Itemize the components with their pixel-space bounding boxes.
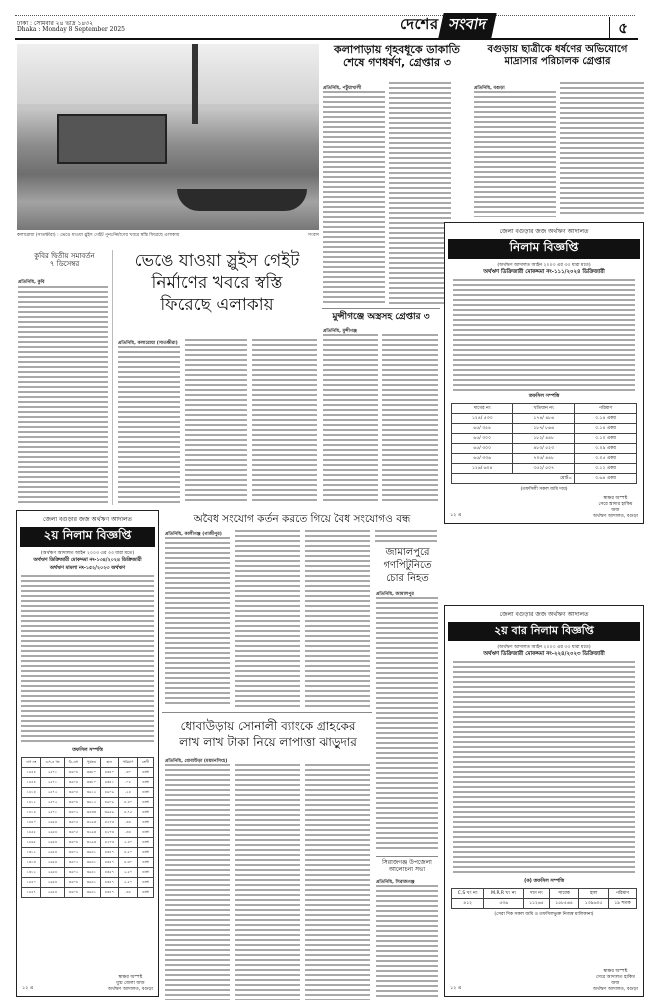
- table-cell: ডাঙ্গা: [138, 878, 153, 888]
- table-cell: ৬৫/ ৩৫৪: [451, 424, 513, 434]
- table-row: [22, 778, 154, 788]
- notice-1-court: জেলা বগুড়ার জজ অর্থঋণ আদালত: [499, 228, 589, 235]
- sonali-byline: প্রতিনিধি, ধোবাউড়া (ময়মনসিংহ): [165, 759, 228, 764]
- notice-1-law: (অর্থঋণ আদালত আইন ২০০৩ এর ৩৩ ধারা মতে): [497, 263, 591, 268]
- table-cell: ৩৬৫৯: [100, 808, 118, 818]
- photo-gate: [57, 114, 167, 164]
- table-cell: ১৩৯৬০৫: [579, 899, 609, 909]
- table-cell: ২৬৫৪: [41, 828, 65, 838]
- sluice-column-3: [252, 339, 317, 504]
- table-row: [22, 768, 154, 778]
- sonali-headline-line-1: ধোবাউড়ায় সোনালী ব্যাংকে গ্রাহকের: [180, 719, 356, 733]
- notice-2-case: অর্থঋণ ডিক্রিজারী মোকদ্দমা নং-১৩৪/২০২৪ ডিক্রিজারী: [33, 558, 142, 563]
- signer-line: জজ: [611, 981, 620, 986]
- table-cell: ৪.৪০: [118, 798, 138, 808]
- table-cell: ১৪৫৪: [22, 778, 41, 788]
- table-cell: ১৪৬৫: [22, 838, 41, 848]
- table-cell: ডাঙ্গা: [138, 768, 153, 778]
- notice-1-title: নিলাম বিজ্ঞপ্তি: [448, 239, 640, 259]
- table-cell: ডাঙ্গা: [138, 828, 153, 838]
- table-cell: ৩৬৪১: [82, 888, 100, 898]
- notice-3-table: [451, 888, 637, 909]
- auction-notice-1: [444, 222, 644, 524]
- table-header-cell: পরিমাণ: [608, 889, 636, 899]
- munshiganj-column-1: [323, 334, 378, 504]
- gas-column-1: [165, 537, 230, 707]
- table-cell: ৪২৭৩: [100, 828, 118, 838]
- table-cell: ২৫৭১: [41, 808, 65, 818]
- section-rule: [162, 712, 372, 713]
- table-cell: ৩৬৪১: [82, 878, 100, 888]
- sirajganj-byline: প্রতিনিধি, সিরাজগঞ্জ: [376, 880, 415, 885]
- table-cell: ১৪৫৪: [22, 768, 41, 778]
- table-cell: ৪.৩০: [118, 858, 138, 868]
- notice-3-court: জেলা বগুড়ার জজ অর্থঋণ আদালত: [499, 611, 589, 618]
- table-cell: ১৮২/ ৪৪৮: [513, 434, 575, 444]
- table-cell: ৪৩৪০: [100, 768, 118, 778]
- signer-line: যুগ্ম জেলা জজ: [116, 981, 145, 986]
- sluice-column-2: [185, 339, 247, 504]
- table-row: [22, 818, 154, 828]
- table-cell: ২৬৫৪: [41, 848, 65, 858]
- table-cell: ২৫৭১: [41, 768, 65, 778]
- notice-2-signature: [108, 975, 153, 993]
- notice-1-signature: [593, 496, 638, 520]
- table-cell: ৩৬০৪: [64, 788, 82, 798]
- kolapara-column-2: [389, 82, 451, 304]
- notice-3-title: ২য় বার নিলাম বিজ্ঞপ্তি: [448, 622, 640, 641]
- table-header-cell: দাগের নং: [451, 404, 513, 414]
- table-row: [22, 788, 154, 798]
- table-row: [22, 888, 154, 898]
- table-cell: ১৮৭/ ৮৬৬: [513, 424, 575, 434]
- kubi-headline-line-1: কুবির দ্বিতীয় সমাবর্তন: [34, 252, 95, 260]
- total-label: মোট=: [451, 474, 574, 484]
- munshiganj-byline: প্রতিনিধি, মুন্সীগঞ্জ: [323, 329, 357, 334]
- table-cell: .৩৪: [118, 828, 138, 838]
- table-cell: ১২৪/ ৫৩৩: [451, 414, 513, 424]
- table-cell: ডাঙ্গা: [138, 838, 153, 848]
- table-cell: ২৬৫৪: [41, 838, 65, 848]
- table-cell: ৪৮০/ ৫২৩: [513, 444, 575, 454]
- section-logo-word-1: দেশের: [400, 15, 439, 33]
- notice-3-law: (অর্থঋণ আদালত আইন ২০০৩ এর ৩৩ ধারা মতে): [497, 645, 591, 650]
- table-cell: ২৬৫৪: [41, 888, 65, 898]
- munshiganj-headline: মুন্সীগঞ্জে অস্ত্রসহ গ্রেপ্তার ৩: [332, 312, 430, 322]
- gas-column-4: [375, 530, 437, 545]
- jamalpur-column: [376, 597, 438, 852]
- table-cell: ১৪১৪: [22, 808, 41, 818]
- table-cell: ৩৬০৪: [64, 888, 82, 898]
- table-cell: ৪১২: [451, 899, 484, 909]
- table-header-cell: হাল: [579, 889, 609, 899]
- kolapara-headline-line-2: শেষে গণধর্ষণ, গ্রেপ্তার ৩: [342, 55, 451, 69]
- table-row: [22, 868, 154, 878]
- sluice-column-1: [118, 346, 180, 504]
- table-cell: ডাঙ্গা: [138, 788, 153, 798]
- table-cell: ৩২৯৩: [82, 828, 100, 838]
- jamalpur-headline: [375, 546, 440, 585]
- table-cell: ১৪৪০: [22, 818, 41, 828]
- table-cell: ১৪১৪: [22, 788, 41, 798]
- sirajganj-headline: [374, 860, 440, 874]
- table-header-cell: এস.এ খং: [41, 758, 65, 768]
- sonali-headline-line-2: লাখ লাখ টাকা নিয়ে লাপাত্তা ঝাড়ুদার: [179, 735, 357, 749]
- table-cell: ১৪৫৭: [22, 888, 41, 898]
- signer-line: অর্থঋণ আদালত, বগুড়া: [592, 987, 638, 992]
- sluice-byline: প্রতিনিধি, কলারোয়া (সাতক্ষীরা): [118, 341, 178, 346]
- photo-credit: সংবাদ: [307, 233, 319, 238]
- notice-3-footer: [445, 966, 643, 996]
- section-rule: [322, 308, 440, 309]
- table-cell: ১৩১৩: [22, 858, 41, 868]
- table-total-row: [451, 474, 636, 484]
- table-cell: ২৬৫৪: [41, 878, 65, 888]
- notice-2-table: [21, 757, 154, 898]
- notice-2-law: (অর্থঋণ আদালত আইন ২০০৩ এর ৩৩ ধারা মতে): [40, 551, 135, 556]
- table-cell: ৩৫৩৩: [82, 808, 100, 818]
- table-cell: ৩৬০২: [64, 858, 82, 868]
- table-cell: ৩৬০৪: [64, 778, 82, 788]
- signer-line: অর্থঋণ আদালত, বগুড়া: [592, 514, 638, 519]
- gas-column-2: [235, 530, 300, 707]
- table-cell: ২৫৭২: [41, 788, 65, 798]
- table-header-cell: পরিমাণ: [118, 758, 138, 768]
- table-cell: ১৩১২: [22, 868, 41, 878]
- kubi-byline: প্রতিনিধি, কুবি: [18, 280, 45, 285]
- table-cell: ৪৩৫৭: [100, 878, 118, 888]
- page-number: ৫: [609, 17, 628, 39]
- table-header-cell: বি.এস: [64, 758, 82, 768]
- table-cell: ৩৬৪১: [82, 868, 100, 878]
- table-cell: ৬৫/ ৩০০: [451, 434, 513, 444]
- jamalpur-headline-line-3: চোর নিহত: [386, 573, 429, 584]
- table-cell: .৩৫: [118, 888, 138, 898]
- notice-1-body: [453, 279, 635, 391]
- table-cell: ০.১০ একর: [575, 434, 637, 444]
- gas-headline: অবৈধ সংযোগ কর্তন করতে গিয়ে বৈধ সংযোগও বন্ধ: [193, 513, 411, 525]
- table-header-cell: দাগ নং: [22, 758, 41, 768]
- auction-notice-3: [444, 605, 644, 997]
- table-cell: ৪৩৫৭: [100, 858, 118, 868]
- notice-3-schedule-title: (ক) তফসিল সম্পত্তি: [524, 879, 564, 884]
- sonali-column-3: [305, 764, 370, 1000]
- table-row: [22, 828, 154, 838]
- table-cell: ৩৬০৪: [64, 838, 82, 848]
- table-cell: ৩৬০৫: [64, 828, 82, 838]
- table-cell: ৩৩৮০: [82, 778, 100, 788]
- table-cell: ডাঙ্গা: [138, 888, 153, 898]
- table-cell: ৩৫২/ ৫০৭: [513, 464, 575, 474]
- table-row: [451, 424, 636, 434]
- table-cell: ২৫৭২: [41, 798, 65, 808]
- sirajganj-headline-line-2: আলোচনা সভা: [388, 865, 426, 873]
- jamalpur-headline-line-2: গণপিটুনিতে: [383, 560, 432, 571]
- notice-3-signature: [593, 969, 638, 993]
- table-cell: ২৫৭১: [41, 778, 65, 788]
- table-cell: ডাঙ্গা: [138, 778, 153, 788]
- table-row: [22, 878, 154, 888]
- table-cell: ৩৬৪১: [82, 858, 100, 868]
- table-cell: ২.৫০: [118, 868, 138, 878]
- table-cell: ৪২৭৩: [100, 838, 118, 848]
- signer-line: সেরে স্তাদার হাকিম: [598, 502, 633, 507]
- auction-notice-2: [16, 510, 159, 997]
- table-cell: ৪৬০৯: [100, 798, 118, 808]
- table-cell: ৩৬০২: [64, 868, 82, 878]
- table-cell: ৪.৫০: [118, 848, 138, 858]
- table-cell: ০.১৪ একর: [575, 424, 637, 434]
- table-cell: ডাঙ্গা: [138, 818, 153, 828]
- notice-3-case: অর্থঋণ ডিক্রিজারী মোকদ্দমা নং-২২৪/২০২৩ ডিক্রিজারী: [483, 651, 605, 657]
- table-cell: ৪৩৫৭: [100, 888, 118, 898]
- table-cell: ৩৬০২: [64, 808, 82, 818]
- signer-line: জজ: [611, 508, 620, 513]
- sluice-headline-line-2: নির্মাণের খবরে স্বস্তি: [151, 273, 283, 293]
- table-cell: ডাঙ্গা: [138, 798, 153, 808]
- table-header-cell: পরিমাণ: [575, 404, 637, 414]
- signer-line: স্বাক্ষর অস্পষ্ট: [603, 969, 628, 974]
- table-cell: ৩৬০৫: [64, 818, 82, 828]
- total-value: ০.৬৪ একর: [575, 474, 637, 484]
- notice-2-court: জেলা বগুড়ার জজ অর্থঋণ আদালত: [43, 516, 132, 523]
- notice-3-body: [453, 661, 635, 876]
- table-row: [451, 414, 636, 424]
- table-cell: ২.৪০: [118, 838, 138, 848]
- table-cell: ২৬৫৪: [41, 818, 65, 828]
- table-cell: ডাঙ্গা: [138, 858, 153, 868]
- table-cell: .৩৪: [118, 818, 138, 828]
- jamalpur-byline: প্রতিনিধি, জামালপুর: [376, 592, 414, 597]
- bogura-headline-line-1: বগুড়ায় ছাত্রীকে ধর্ষণের অভিযোগে: [487, 44, 628, 55]
- bogura-column-1: [474, 91, 556, 217]
- notice-2-footer: [17, 972, 158, 996]
- sluice-gate-photo: [17, 44, 319, 230]
- bogura-byline: প্রতিনিধি, বগুড়া: [474, 86, 505, 91]
- table-cell: ৬৫/ ৩৩৬: [451, 454, 513, 464]
- photo-tower: [192, 44, 198, 124]
- table-cell: ১৪১২: [22, 798, 41, 808]
- date-bengali: ঢাকা : সোমবার ২৪ ভাদ্র ১৪৩২: [17, 20, 94, 27]
- table-cell: ৩৬০৪: [64, 798, 82, 808]
- bogura-column-2: [560, 82, 644, 217]
- table-cell: ৩৬০৪: [64, 768, 82, 778]
- notice-1-code: ১২ এ: [450, 513, 462, 518]
- notice-2-body: [21, 575, 154, 745]
- kolapara-headline: [322, 44, 472, 69]
- section-logo: [400, 16, 494, 38]
- table-row: [451, 464, 636, 474]
- table-cell: ৫৩৬: [484, 899, 524, 909]
- notice-2-title: ২য় নিলাম বিজ্ঞপ্তি: [20, 527, 155, 547]
- table-cell: ০.০৯ একর: [575, 444, 637, 454]
- table-cell: ২.৫০: [118, 878, 138, 888]
- sirajganj-column: [376, 885, 438, 1000]
- table-row: [22, 808, 154, 818]
- table-cell: ডাঙ্গা: [138, 868, 153, 878]
- table-cell: ৩৬১২: [82, 788, 100, 798]
- signer-line: স্বাক্ষর অস্পষ্ট: [118, 975, 143, 980]
- sirajganj-headline-line-1: সিরাজগঞ্জ উপজেলা: [382, 859, 432, 866]
- table-cell: ২৬৫৪: [41, 858, 65, 868]
- table-cell: ১৪৫৫: [22, 828, 41, 838]
- kubi-column: [18, 286, 108, 504]
- kolapara-column-1: [323, 91, 385, 304]
- table-row: [22, 838, 154, 848]
- table-row: [451, 454, 636, 464]
- table-header-cell: খতিয়ান নং: [513, 404, 575, 414]
- table-cell: ১২৬/ ৬০৪: [451, 464, 513, 474]
- table-header-cell: হাল: [100, 758, 118, 768]
- table-cell: .২৪: [118, 788, 138, 798]
- table-row: [451, 899, 636, 909]
- table-cell: ১৫৮৫৬৪: [549, 899, 579, 909]
- table-row: [22, 848, 154, 858]
- date-english: Dhaka : Monday 8 September 2025: [17, 26, 125, 33]
- sluice-headline: [112, 250, 322, 316]
- table-cell: ৩৬৪১: [82, 848, 100, 858]
- table-cell: .০৫: [118, 778, 138, 788]
- notice-2-schedule-title: তফসিল সম্পত্তি: [72, 748, 103, 753]
- table-cell: ০.১৪ একর: [575, 414, 637, 424]
- notice-2-case-2: অর্থঋণ মামলা নং-১৫২/২০২৩ অর্থঋণ: [49, 566, 126, 571]
- table-cell: ২৬৫৪: [41, 868, 65, 878]
- table-cell: ৩৬১২: [82, 798, 100, 808]
- table-header-cell: C.S খং নং: [451, 889, 484, 899]
- sluice-headline-line-3: ফিরেছে এলাকায়: [160, 295, 274, 315]
- table-cell: ১৩১২: [22, 848, 41, 858]
- table-header-cell: সাবেক: [549, 889, 579, 899]
- table-cell: ৭০৫/ ৪৪৮: [513, 454, 575, 464]
- masthead: [15, 16, 638, 40]
- signer-line: স্বাক্ষর অস্পষ্ট: [603, 496, 628, 501]
- table-row: [22, 798, 154, 808]
- notice-1-case: অর্থঋণ ডিক্রিজারী মোকদ্দমা নং-১১১/২০২৪ ডিক্রিজারী: [483, 269, 605, 275]
- notice-1-schedule-title: তফসিল সম্পত্তি: [528, 394, 560, 399]
- gas-column-3: [305, 530, 370, 707]
- table-cell: ০.১২ একর: [575, 464, 637, 474]
- sonali-headline: [162, 718, 374, 750]
- table-cell: ডাঙ্গা: [138, 848, 153, 858]
- table-cell: .৩০: [118, 768, 138, 778]
- table-cell: ৩৩৮০: [82, 768, 100, 778]
- table-row: [451, 434, 636, 444]
- notice-2-code: ১২ এ: [22, 986, 34, 991]
- section-rule: [376, 856, 438, 857]
- signer-line: অর্থঋণ আদালত, বগুড়া: [107, 987, 153, 992]
- table-cell: ১৯ শতক: [608, 899, 636, 909]
- table-header-cell: শ্রেণী: [138, 758, 153, 768]
- section-logo-word-2: সংবাদ: [438, 13, 496, 38]
- kolapara-headline-line-1: কলাপাড়ায় গৃহবধূকে ডাকাতি: [334, 43, 460, 56]
- table-cell: ০.০৫ একর: [575, 454, 637, 464]
- kubi-headline: [17, 252, 112, 268]
- table-cell: ৩৬০২: [64, 848, 82, 858]
- table-cell: ৩২৯৩: [82, 838, 100, 848]
- bogura-headline: [470, 44, 645, 67]
- photo-caption-row: [17, 232, 319, 239]
- table-header-cell: দাগ নং: [524, 889, 550, 899]
- sonali-column-2: [235, 764, 300, 1000]
- kolapara-byline: প্রতিনিধি, পটুয়াখালী: [323, 86, 362, 91]
- sonali-column-1: [165, 764, 230, 1000]
- table-cell: ৪৬০৯: [100, 788, 118, 798]
- table-cell: ৩৬০৪: [64, 878, 82, 888]
- bogura-headline-line-2: মাদ্রাসার পরিচালক গ্রেপ্তার: [504, 55, 611, 67]
- notice-1-note: (তফসিলী সকল জমি দায়): [520, 487, 568, 492]
- table-cell: ৪৩৪১: [100, 778, 118, 788]
- jamalpur-headline-line-1: জামালপুরে: [385, 547, 430, 558]
- table-cell: ৪২৭৩: [100, 818, 118, 828]
- gas-byline: প্রতিনিধি, কালীগঞ্জ (গাজীপুর): [165, 532, 222, 537]
- notice-3-note: (সেরা দিক সকল জমি ও তফসিলভুক্ত নিজস্ব মালিকানা): [494, 912, 594, 917]
- table-cell: ১৪৫০: [22, 878, 41, 888]
- munshiganj-column-2: [382, 334, 438, 504]
- table-cell: ১১২৬৫: [524, 899, 550, 909]
- table-cell: ৪৩৫৭: [100, 868, 118, 878]
- table-cell: ৬৫/ ৩০০: [451, 444, 513, 454]
- table-cell: ৩২৯৩: [82, 818, 100, 828]
- table-header-cell: পূর্বতন: [82, 758, 100, 768]
- table-cell: ডাঙ্গা: [138, 808, 153, 818]
- signer-line: সেরে আদালত হাকিম: [595, 975, 635, 980]
- table-header-cell: M.R.R খং নং: [484, 889, 524, 899]
- photo-boat: [177, 189, 307, 211]
- notice-1-table: [451, 403, 637, 484]
- photo-caption: কলারোয়া (সাতক্ষীরা) : ভেঙে যাওয়া স্লুইস গেইট পুনঃনির্মাণের খবরে স্বস্তি ফিরেছে এলাকায়: [17, 233, 180, 238]
- table-cell: ৪৩৫৭: [100, 848, 118, 858]
- table-row: [451, 444, 636, 454]
- kubi-headline-line-2: ৭ ডিসেম্বর: [49, 260, 80, 269]
- table-row: [22, 858, 154, 868]
- photo-sky: [17, 44, 319, 104]
- table-cell: ৪.৭৫: [118, 808, 138, 818]
- table-cell: ১৭৪/ ৪৮৬: [513, 414, 575, 424]
- sluice-headline-line-1: ভেঙে যাওয়া স্লুইস গেইট: [134, 251, 300, 271]
- notice-3-code: ১২ এ: [450, 986, 462, 991]
- notice-1-footer: [445, 493, 643, 523]
